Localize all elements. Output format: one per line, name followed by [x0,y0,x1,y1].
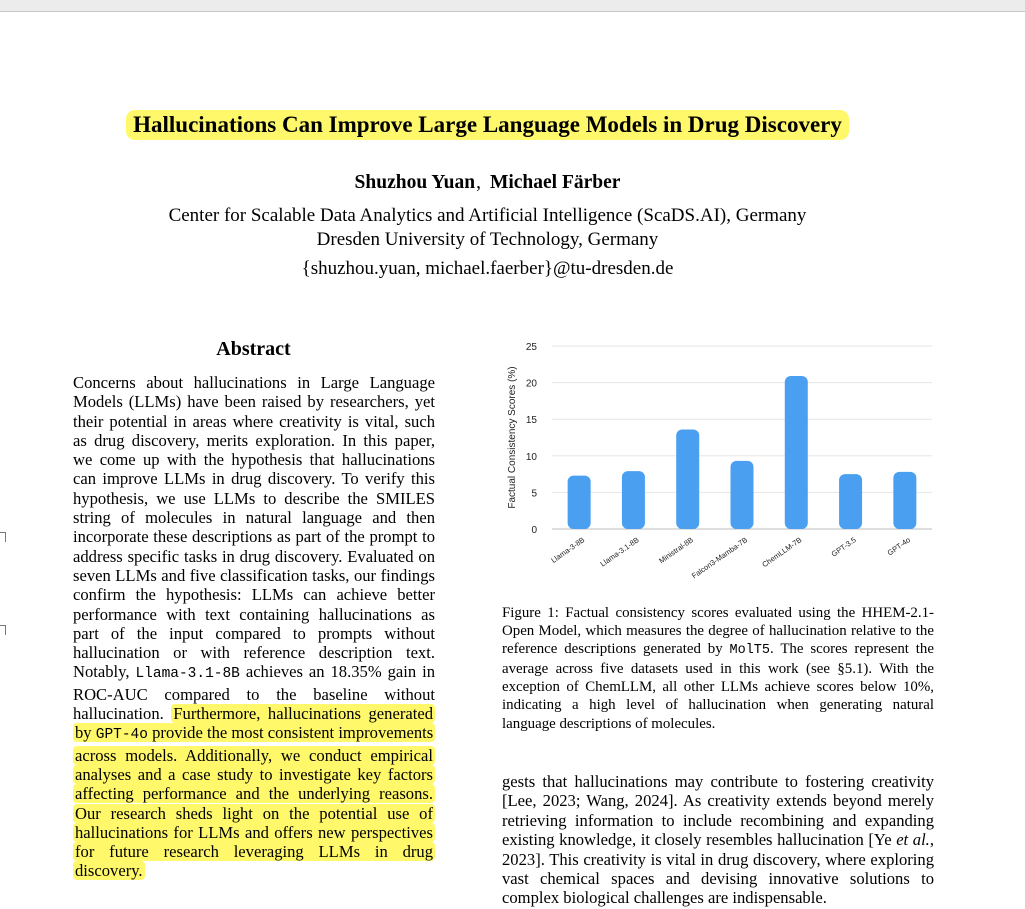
figure-caption [502,604,934,733]
body-paragraph [502,772,934,908]
author-line [0,172,975,194]
abstract-part: achieves an 18.35% gain in ROC-AUC compared to the baseline without hallucination. [73,662,435,724]
x-tick-label: ChemLLM-7B [760,535,804,570]
affiliation-line: Dresden University of Technology, Germany [316,229,659,250]
x-tick-label: Llama-3-8B [549,535,587,565]
author-name: Michael Färber [489,172,621,193]
y-tick-label: 5 [531,488,537,500]
title-block [0,110,975,140]
body-part: gests that hallucinations may contribute to fostering creativity [Lee, 2023; Wang, 2024]. As creativity extends beyond merely retrieving information to include recombining and expanding existing knowledge, it closely resembles hallucination [Ye [502,772,934,850]
y-tick-label: 20 [525,378,537,390]
body-italic: et al. [896,830,930,850]
abstract-part: Furthermore, hallucinations generated by [75,704,433,743]
abstract-part: Concerns about hallucinations in Large Language Models (LLMs) have been raised by researchers, yet their potential in areas where creativity is vital, such as drug discovery, merits exploration. In this paper, we come up with the hypothesis that hallucinations can improve LLMs in drug discovery. To verify this hypothesis, we use LLMs to describe the SMILES string of molecules in natural language and then incorporate these descriptions as part of the prompt to address specific tasks in drug discovery. Evaluated on seven LLMs and five classification tasks, our findings confirm the hypothesis: LLMs can achieve better performance with text containing hallucinations as part of the input compared to prompts without hallucination or with reference description text. Notably, [73,373,435,682]
x-tick-label: GPT-4o [885,535,913,558]
page-edge-mark [0,625,6,635]
bar [622,471,645,529]
viewer-top-bar [0,0,1025,12]
author-name: Shuzhou Yuan [354,172,476,193]
y-tick-label: 25 [525,342,537,353]
y-tick-label: 10 [525,451,537,463]
body-part: , 2023]. This creativity is vital in drug discovery, where exploring vast chemical spaces and devising innovative solutions to complex biological challenges are indispensable. [502,830,934,908]
bar [785,376,808,529]
highlighted-text[interactable] [73,704,435,880]
bar [568,476,591,529]
y-tick-label: 0 [531,525,537,536]
paper-title[interactable]: Hallucinations Can Improve Large Language Models in Drug Discovery [126,110,849,140]
x-tick-label: Falcon3-Mamba-7B [690,535,750,581]
caption-part: . The scores represent the average across five datasets used in this work (see §5.1). With the exception of ChemLLM, all other LLMs achieve scores below 10%, indicating a high level of hallucination when generating natural language descriptions of molecules. [502,641,934,732]
abstract-heading: Abstract [216,338,291,360]
bar [839,474,862,529]
bar [893,472,916,529]
bar-chart-svg [502,336,942,588]
abstract-part: provide the most consistent improvements across models. Additionally, we conduct empirical analyses and a case study to investigate key factors affecting performance and the underlying reasons. Our research sheds light on the potential use of hallucinations for LLMs and offers new perspectives for future research leveraging LLMs in drug discovery. [75,723,434,881]
y-tick-label: 15 [525,415,537,427]
author-separator: , [476,172,481,193]
model-name: Llama-3.1-8B [135,666,240,683]
caption-part: Figure 1: Factual consistency scores evaluated using the HHEM-2.1-Open Model, which measures the degree of hallucination relative to the reference descriptions generated by [502,605,934,658]
bar [731,461,754,529]
affiliation-line: Center for Scalable Data Analytics and Artificial Intelligence (ScaDS.AI), Germany [168,205,807,226]
model-name: GPT-4o [95,727,148,744]
bar [676,429,699,529]
abstract-text[interactable] [73,373,435,881]
x-tick-label: Ministral-8B [657,535,695,566]
page-edge-mark [0,532,6,542]
x-tick-label: GPT-3.5 [829,535,858,559]
figure-1-chart [502,336,942,588]
model-name: MolT5 [729,643,771,659]
x-tick-label: Llama-3.1-8B [598,535,641,569]
email-line: {shuzhou.yuan, michael.faerber}@tu-dresden.de [301,258,674,279]
y-axis-label: Factual Consistency Scores (%) [507,366,518,509]
